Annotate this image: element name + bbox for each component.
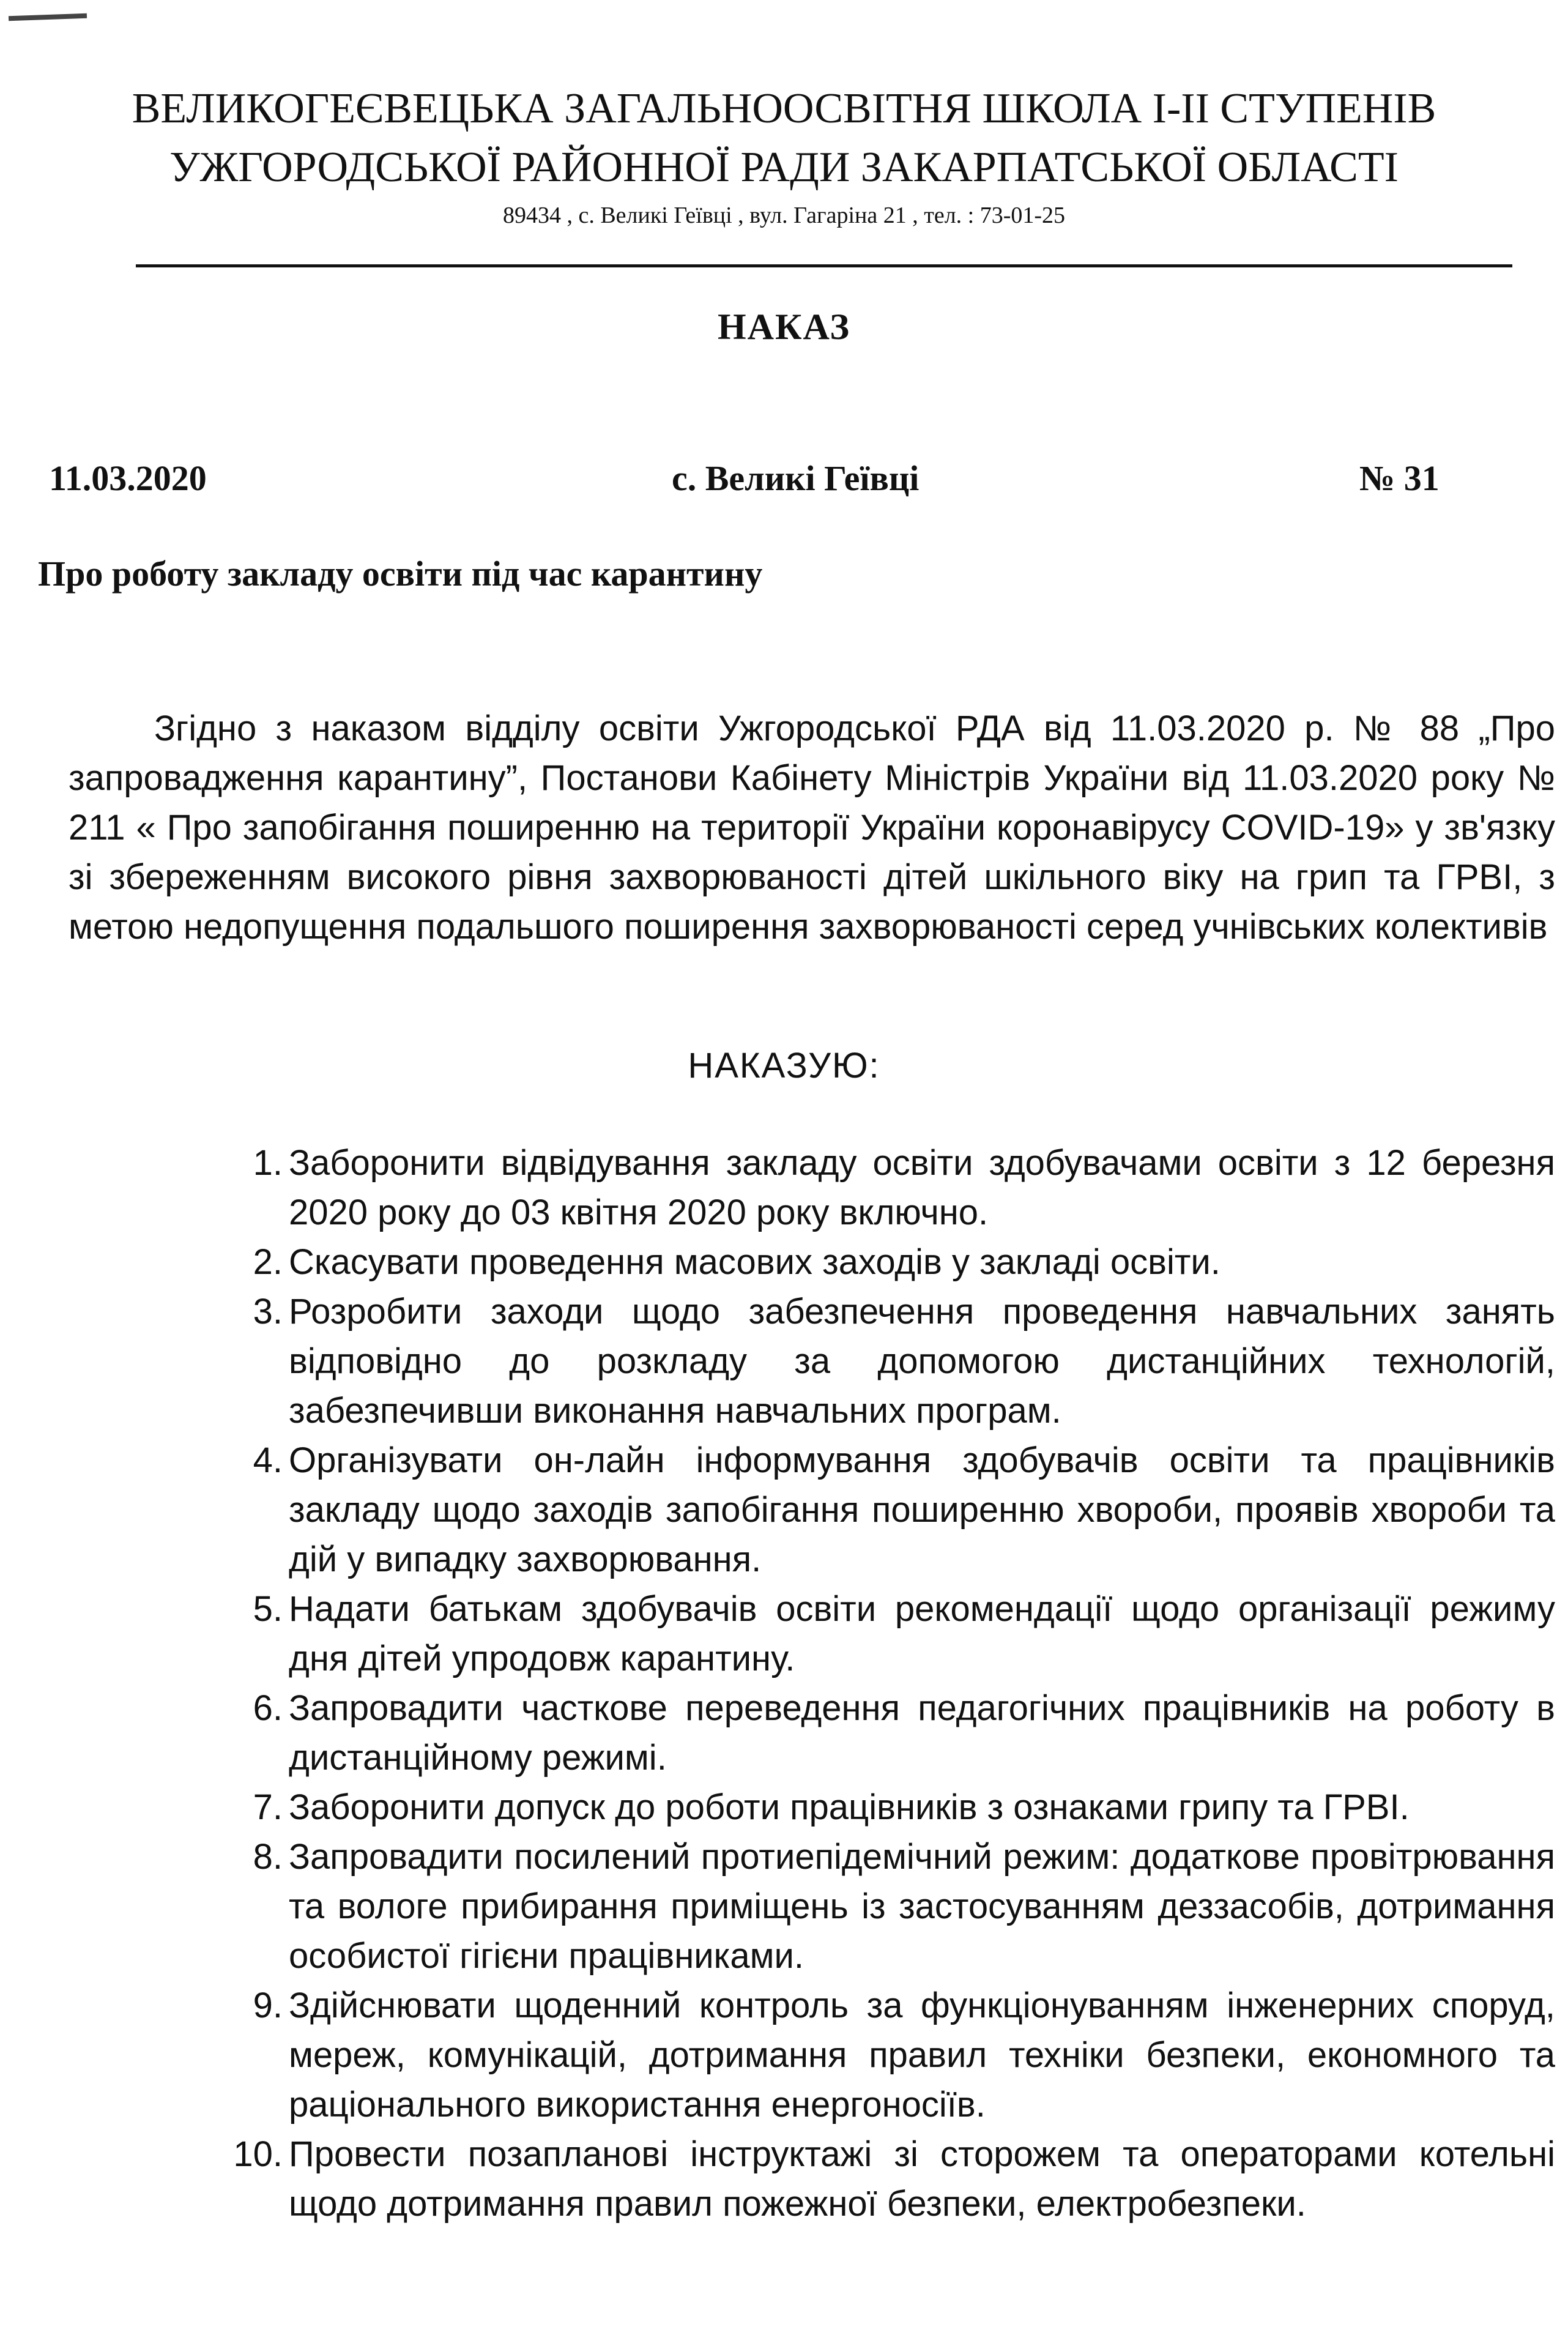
school-address: 89434 , с. Великі Геївці , вул. Гагаріна 21 , тел. : 73-01-25 (502, 203, 1066, 228)
order-item (228, 1584, 1555, 1683)
item-number: 4. (253, 1440, 283, 1480)
item-text: Запровадити часткове переведення педагогічних працівників на роботу в дистанційному режимі. (289, 1688, 1555, 1778)
order-subject: Про роботу закладу освіти під час карантину (38, 554, 763, 594)
order-number: № 31 (1359, 458, 1440, 498)
order-item (228, 2129, 1555, 2229)
item-text: Здійснювати щоденний контроль за функціонуванням інженерних споруд, мереж, комунікацій, дотримання правил техніки безпеки, економного та раціонального використання енергоносіїв. (289, 1986, 1555, 2125)
order-item (228, 1237, 1555, 1287)
order-items-list (228, 1138, 1555, 2229)
order-item (228, 1138, 1555, 1237)
item-number: 1. (253, 1143, 283, 1183)
item-text: Провести позапланові інструктажі зі сторожем та операторами котельні щодо дотримання правил пожежної безпеки, електробезпеки. (289, 2134, 1555, 2224)
order-item (228, 1981, 1555, 2129)
item-number: 9. (253, 1986, 283, 2025)
order-item (228, 1436, 1555, 1584)
item-number: 8. (253, 1837, 283, 1877)
corner-scan-mark (9, 13, 87, 21)
item-number: 5. (253, 1589, 283, 1629)
letterhead-divider (136, 264, 1512, 267)
item-text: Організувати он-лайн інформування здобувачів освіти та працівників закладу щодо заходів запобігання поширенню хвороби, проявів хвороби та дій у випадку захворювання. (289, 1440, 1555, 1579)
item-number: 6. (253, 1688, 283, 1728)
item-number: 3. (253, 1292, 283, 1331)
item-number: 7. (253, 1787, 283, 1827)
order-item (228, 1287, 1555, 1436)
item-number: 2. (253, 1242, 283, 1282)
decree-heading: НАКАЗУЮ: (688, 1046, 880, 1086)
school-name-line-1: ВЕЛИКОГЕЄВЕЦЬКА ЗАГАЛЬНООСВІТНЯ ШКОЛА І-ІІ СТУПЕНІВ (132, 85, 1436, 132)
document-title: НАКАЗ (717, 307, 850, 347)
order-place: с. Великі Геївці (672, 458, 920, 498)
preamble-paragraph: Згідно з наказом відділу освіти Ужгородської РДА від 11.03.2020 р. № 88 „Про запровадження карантину”, Постанови Кабінету Міністрів України від 11.03.2020 року № 211 « Про запобігання поширенню на території України коронавірусу COVID-19» у зв'язку зі збереженням високого рівня захворюваності дітей шкільного віку на грип та ГРВІ, з метою недопущення подальшого поширення захворюваності серед учнівських колективів (69, 709, 1555, 947)
item-number: 10. (233, 2134, 283, 2174)
item-text: Заборонити відвідування закладу освіти здобувачами освіти з 12 березня 2020 року до 03 квітня 2020 року включно. (289, 1143, 1555, 1232)
item-text: Скасувати проведення масових заходів у закладі освіти. (289, 1242, 1221, 1282)
letterhead (0, 80, 1568, 234)
item-text: Надати батькам здобувачів освіти рекомендації щодо організації режиму дня дітей упродовж карантину. (289, 1589, 1555, 1678)
item-text: Заборонити допуск до роботи працівників з ознаками грипу та ГРВІ. (289, 1787, 1410, 1827)
item-text: Запровадити посилений протиепідемічний режим: додаткове провітрювання та вологе прибирання приміщень із застосуванням деззасобів, дотримання особистої гігієни працівниками. (289, 1837, 1555, 1976)
school-name-line-2: УЖГОРОДСЬКОЇ РАЙОННОЇ РАДИ ЗАКАРПАТСЬКОЇ ОБЛАСТІ (169, 144, 1399, 191)
order-item (228, 1782, 1555, 1832)
order-date: 11.03.2020 (49, 458, 207, 498)
item-text: Розробити заходи щодо забезпечення проведення навчальних занять відповідно до розкладу за допомогою дистанційних технологій, забезпечивши виконання навчальних програм. (289, 1292, 1555, 1431)
order-item (228, 1683, 1555, 1782)
order-item (228, 1832, 1555, 1981)
